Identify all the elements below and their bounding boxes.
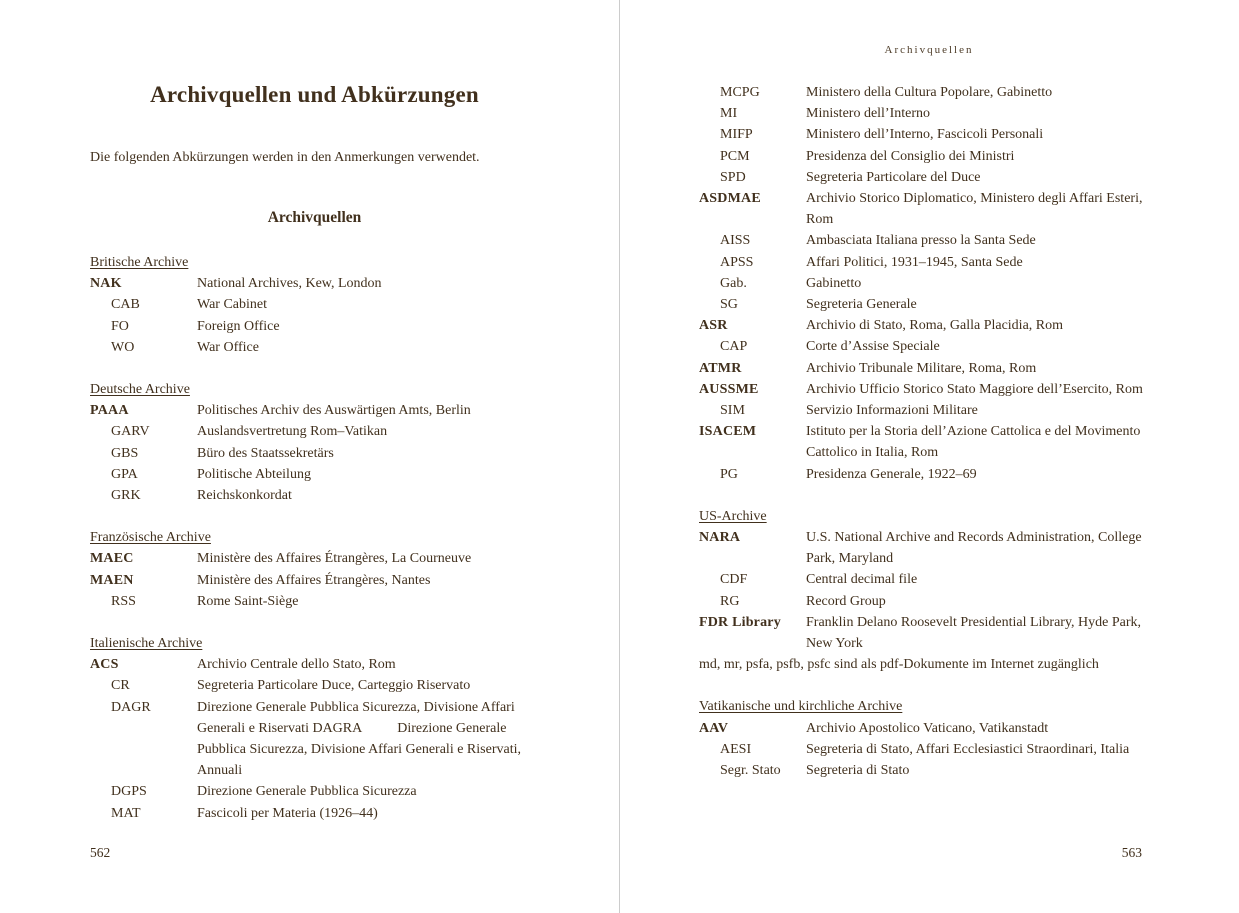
abbreviation: MIFP	[720, 127, 753, 143]
abbreviation: ACS	[90, 657, 119, 673]
abbreviation: AUSSME	[699, 381, 759, 397]
abbreviation-entry	[699, 103, 1159, 124]
abbreviation-description: Corte d’Assise Speciale	[806, 339, 940, 355]
archive-group	[699, 506, 1159, 676]
abbreviation-entry	[699, 146, 1159, 167]
page-title: Archivquellen und Abkürzungen	[150, 82, 479, 107]
abbreviation-entry	[90, 273, 539, 294]
abbreviation: CAP	[720, 339, 748, 355]
abbreviation-description: Archivio Ufficio Storico Stato Maggiore dell’Esercito, Rom	[806, 381, 1143, 397]
abbreviation-entry	[699, 400, 1159, 421]
abbreviation: NAK	[90, 276, 122, 292]
abbreviation-description: War Office	[197, 339, 259, 355]
archive-group	[90, 252, 539, 358]
abbreviation-entry	[699, 464, 1159, 485]
abbreviation-description: Franklin Delano Roosevelt Presidential Library, Hyde Park, New York	[806, 614, 1142, 652]
group-heading: Britische Archive	[90, 255, 189, 270]
abbreviation: GRK	[111, 488, 141, 504]
abbreviation-description: Büro des Staatssekretärs	[197, 445, 334, 461]
abbreviation-entry	[90, 570, 539, 591]
archive-group	[699, 82, 1159, 485]
abbreviation-entry	[699, 527, 1159, 569]
abbreviation-entry	[90, 400, 539, 421]
abbreviation: APSS	[720, 254, 754, 270]
abbreviation-entry	[90, 591, 539, 612]
abbreviation-entry	[699, 273, 1159, 294]
abbreviation-entry	[699, 421, 1159, 463]
abbreviation-description: Archivio Apostolico Vaticano, Vatikanstadt	[806, 720, 1049, 736]
abbreviation: MAT	[111, 805, 141, 821]
abbreviation-entry	[699, 294, 1159, 315]
abbreviation-entry	[699, 230, 1159, 251]
abbreviation-entry	[90, 485, 539, 506]
page-number-right: 563	[1121, 845, 1142, 860]
abbreviation-entry	[699, 739, 1159, 760]
abbreviation-description: Direzione Generale Pubblica Sicurezza	[197, 784, 417, 800]
abbreviation-description: Archivio Centrale dello Stato, Rom	[197, 657, 396, 673]
abbreviation-description: Presidenza del Consiglio dei Ministri	[806, 148, 1015, 164]
group-heading: US-Archive	[699, 508, 767, 524]
abbreviation-entry	[90, 697, 539, 782]
abbreviation: AESI	[720, 741, 752, 757]
abbreviation-description: Ministère des Affaires Étrangères, La Courneuve	[197, 551, 472, 567]
abbreviation: SG	[720, 297, 738, 313]
abbreviation: AAV	[699, 720, 729, 736]
page-divider	[619, 0, 620, 913]
abbreviation-entry	[90, 294, 539, 315]
abbreviation: AISS	[720, 233, 751, 249]
abbreviation-entry	[699, 591, 1159, 612]
abbreviation-entry	[90, 654, 539, 675]
abbreviation-entry	[90, 675, 539, 696]
abbreviation-entry	[699, 188, 1159, 230]
abbreviation: MAEC	[90, 551, 134, 567]
abbreviation-entry	[699, 336, 1159, 357]
abbreviation-description: National Archives, Kew, London	[197, 276, 382, 292]
abbreviation-entry	[699, 167, 1159, 188]
abbreviation-entry	[699, 379, 1159, 400]
abbreviation-description: Affari Politici, 1931–1945, Santa Sede	[806, 254, 1023, 270]
archive-group	[90, 633, 539, 824]
abbreviation: SIM	[720, 403, 745, 419]
abbreviation-description: Archivio Tribunale Militare, Roma, Rom	[806, 360, 1037, 376]
intro-text: Die folgenden Abkürzungen werden in den Anmerkungen verwendet.	[90, 150, 480, 165]
section-heading: Archivquellen	[267, 209, 362, 226]
abbreviation: PAAA	[90, 403, 129, 419]
abbreviation-description: Ministero della Cultura Popolare, Gabinetto	[806, 85, 1053, 100]
abbreviation: GARV	[111, 424, 150, 440]
abbreviation-description: Central decimal file	[806, 572, 918, 588]
right-abbreviation-list	[699, 82, 1159, 781]
abbreviation: PCM	[720, 148, 750, 164]
abbreviation-description: Segreteria di Stato	[806, 763, 910, 779]
abbreviation-description: Presidenza Generale, 1922–69	[806, 466, 977, 482]
abbreviation: CAB	[111, 297, 140, 313]
abbreviation: MCPG	[720, 85, 760, 100]
archive-group	[699, 696, 1159, 781]
group-heading: Italienische Archive	[90, 636, 203, 652]
abbreviation-description: Segreteria Generale	[806, 297, 917, 313]
abbreviation: FO	[111, 318, 129, 334]
abbreviation-description: Ministero dell’Interno	[806, 106, 931, 122]
abbreviation-entry	[90, 803, 539, 824]
abbreviation-description: Segreteria Particolare Duce, Carteggio Riservato	[197, 678, 471, 694]
abbreviation-entry	[699, 569, 1159, 590]
abbreviation-entry	[699, 358, 1159, 379]
archive-group	[90, 527, 539, 612]
archive-group	[90, 379, 539, 506]
group-heading: Deutsche Archive	[90, 382, 190, 398]
abbreviation: PG	[720, 466, 738, 482]
abbreviation-entry	[90, 464, 539, 485]
abbreviation: ATMR	[699, 360, 742, 376]
abbreviation: MAEN	[90, 572, 134, 588]
abbreviation-entry	[699, 612, 1159, 654]
abbreviation: GPA	[111, 466, 138, 482]
abbreviation-description: Istituto per la Storia dell’Azione Cattolica e del Movimento Cattolico in Italia, Rom	[806, 424, 1141, 461]
abbreviation: MI	[720, 106, 738, 122]
group-heading: Vatikanische und kirchliche Archive	[699, 699, 903, 715]
abbreviation-description: Foreign Office	[197, 318, 280, 334]
abbreviation-entry	[90, 443, 539, 464]
abbreviation-description: Politische Abteilung	[197, 466, 311, 482]
abbreviation-entry	[699, 124, 1159, 145]
abbreviation-entry	[699, 315, 1159, 336]
abbreviation-description: Gabinetto	[806, 275, 862, 291]
abbreviation-description: Ministère des Affaires Étrangères, Nantes	[197, 572, 431, 588]
abbreviation-description: War Cabinet	[197, 297, 268, 313]
abbreviation-description: Politisches Archiv des Auswärtigen Amts, Berlin	[197, 403, 471, 419]
running-header: Archivquellen	[884, 44, 974, 56]
abbreviation-entry	[699, 718, 1159, 739]
group-heading: Französische Archive	[90, 530, 211, 546]
abbreviation-description: Ambasciata Italiana presso la Santa Sede	[806, 233, 1036, 249]
page-number-left: 562	[90, 845, 111, 860]
abbreviation-description: Auslandsvertretung Rom–Vatikan	[197, 424, 388, 440]
abbreviation-description: Segreteria Particolare del Duce	[806, 169, 981, 185]
abbreviation-description: Segreteria di Stato, Affari Ecclesiastici Straordinari, Italia	[806, 741, 1130, 757]
abbreviation-description: Archivio di Stato, Roma, Galla Placidia, Rom	[806, 318, 1064, 334]
abbreviation-entry	[90, 781, 539, 802]
abbreviation: RG	[720, 593, 740, 609]
abbreviation-entry	[90, 421, 539, 442]
abbreviation-entry	[699, 82, 1159, 103]
abbreviation: FDR Library	[699, 614, 781, 630]
group-note: md, mr, psfa, psfb, psfc sind als pdf-Dokumente im Internet zugänglich	[699, 657, 1099, 673]
abbreviation-entry	[699, 252, 1159, 273]
page-right	[699, 0, 1159, 913]
left-abbreviation-list	[90, 252, 539, 824]
abbreviation: GBS	[111, 445, 139, 461]
abbreviation: ISACEM	[699, 424, 757, 440]
abbreviation: Gab.	[720, 275, 747, 291]
abbreviation-entry	[699, 760, 1159, 781]
abbreviation-description: Reichskonkordat	[197, 488, 292, 504]
page-left	[90, 0, 539, 913]
abbreviation: Segr. Stato	[720, 763, 781, 779]
abbreviation-description: Servizio Informazioni Militare	[806, 403, 978, 419]
abbreviation-description: Rome Saint-Siège	[197, 593, 299, 609]
abbreviation: WO	[111, 339, 135, 355]
abbreviation-entry	[90, 316, 539, 337]
abbreviation-description: Fascicoli per Materia (1926–44)	[197, 805, 378, 821]
abbreviation-description: U.S. National Archive and Records Administration, College Park, Maryland	[806, 530, 1142, 567]
abbreviation: ASR	[699, 318, 728, 334]
abbreviation: NARA	[699, 530, 741, 546]
abbreviation-description: Archivio Storico Diplomatico, Ministero degli Affari Esteri, Rom	[806, 191, 1143, 228]
abbreviation: ASDMAE	[699, 191, 761, 207]
abbreviation-entry	[90, 548, 539, 569]
abbreviation: RSS	[111, 593, 136, 609]
abbreviation: CR	[111, 678, 130, 694]
abbreviation-description: Direzione Generale Pubblica Sicurezza, Divisione Affari Generali e Riservati DAGRA Direzione Generale Pubblica Sicurezza, Divisione Affari Generali e Riservati, Annuali	[197, 699, 521, 779]
abbreviation: CDF	[720, 572, 748, 588]
abbreviation: SPD	[720, 169, 746, 185]
abbreviation-description: Ministero dell’Interno, Fascicoli Personali	[806, 127, 1044, 143]
abbreviation-entry	[90, 337, 539, 358]
abbreviation-description: Record Group	[806, 593, 886, 609]
abbreviation: DGPS	[111, 784, 147, 800]
abbreviation: DAGR	[111, 699, 151, 715]
